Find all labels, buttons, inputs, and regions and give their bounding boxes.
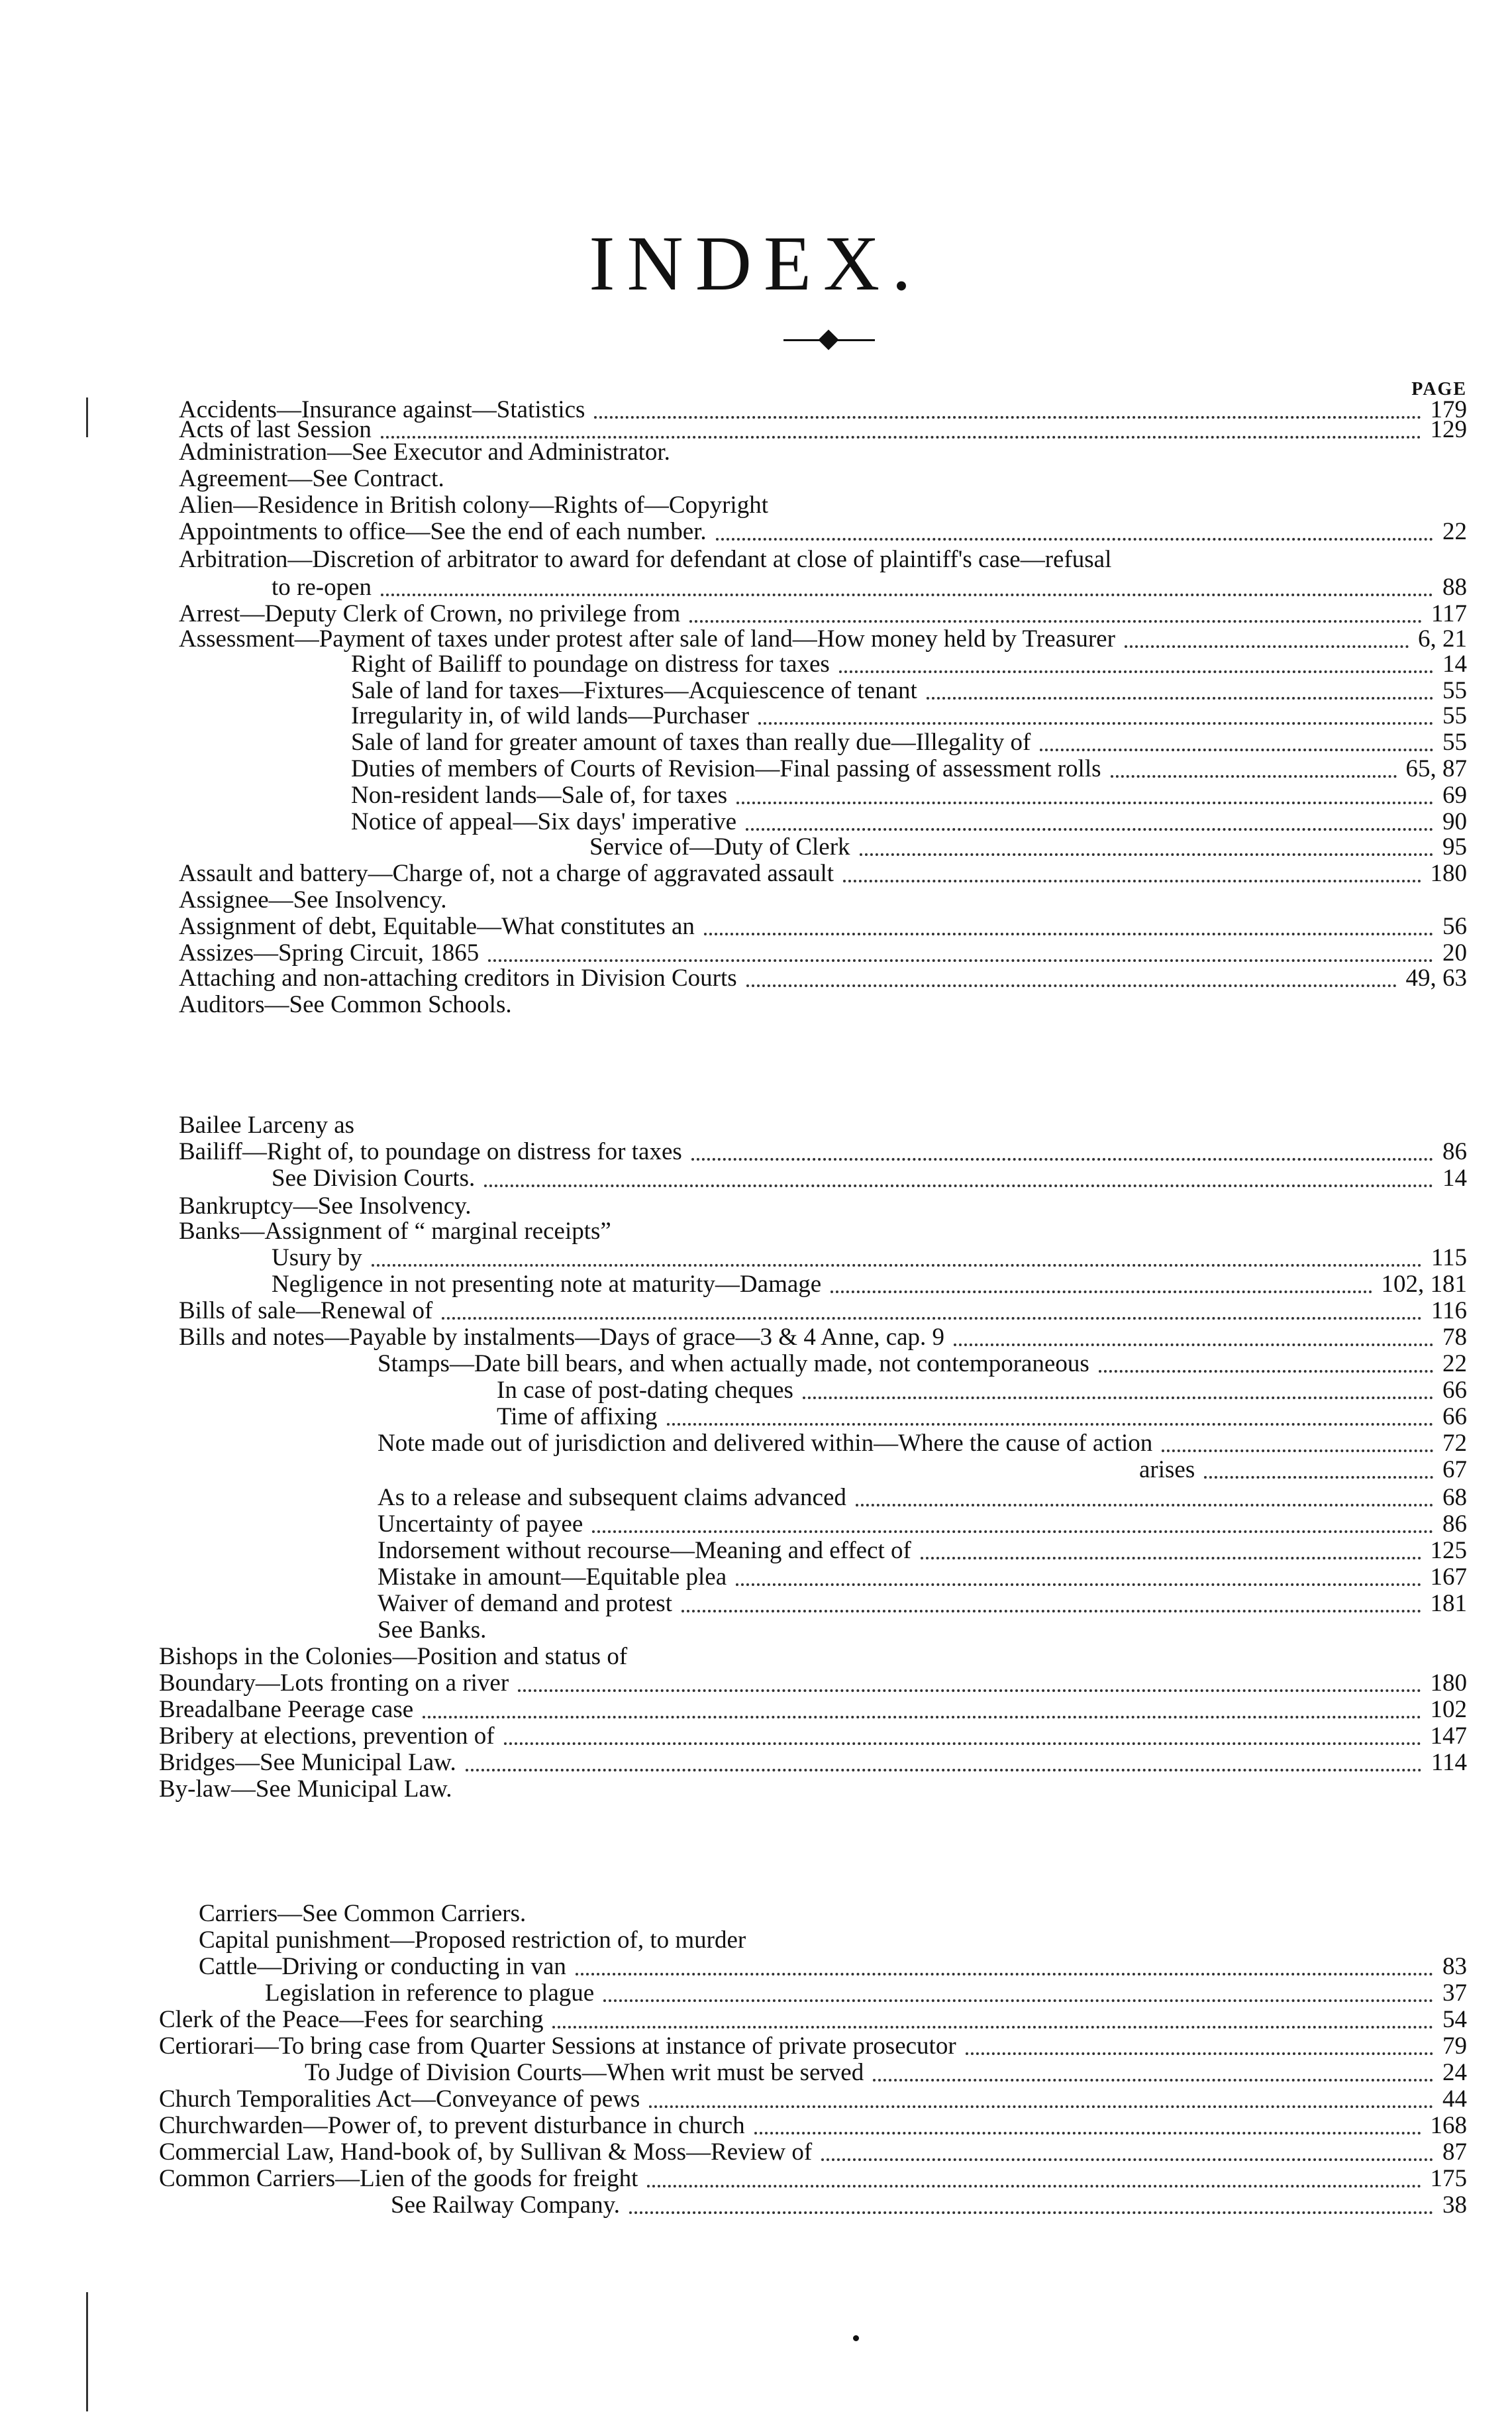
dot-leader (736, 802, 1433, 804)
index-entry-page: 86 (1442, 1138, 1467, 1165)
index-entry (0, 1774, 1512, 1805)
index-entry-text: Capital punishment—Proposed restriction of, to murder (199, 1926, 746, 1954)
index-entry-page: 49, 63 (1405, 965, 1467, 992)
index-entry-page: 14 (1442, 1165, 1467, 1192)
dot-leader (504, 1742, 1421, 1745)
index-entry-text: See Division Courts. (272, 1165, 476, 1192)
index-entry-page: 54 (1442, 2006, 1467, 2033)
index-entry-text: Assignment of debt, Equitable—What constitutes an (179, 913, 695, 940)
dot-leader (629, 2211, 1433, 2214)
index-entry-page: 22 (1442, 1350, 1467, 1377)
margin-mark (86, 2292, 88, 2411)
dot-leader (758, 722, 1433, 725)
index-entry-text: Usury by (272, 1244, 362, 1271)
dot-leader (860, 853, 1433, 856)
dot-leader (843, 880, 1421, 882)
dot-leader (736, 1583, 1421, 1586)
index-entry-page: 38 (1442, 2191, 1467, 2219)
index-entry-page: 147 (1430, 1722, 1467, 1750)
index-entry-page: 24 (1442, 2059, 1467, 2086)
index-entry-text: Sale of land for taxes—Fixtures—Acquiescence of tenant (351, 677, 917, 704)
index-entry-text: Bankruptcy—See Insolvency. (179, 1192, 472, 1220)
dot-leader (488, 959, 1433, 962)
index-entry-text: Accidents—Insurance against—Statistics (179, 396, 585, 423)
dot-leader (873, 2079, 1433, 2081)
dot-leader (704, 933, 1433, 935)
index-entry-text: Certiorari—To bring case from Quarter Sessions at instance of private prosecutor (159, 2032, 956, 2060)
index-entry-page: 72 (1442, 1430, 1467, 1457)
index-entry-page: 56 (1442, 913, 1467, 940)
index-entry-text: Sale of land for greater amount of taxes than really due—Illegality of (351, 729, 1031, 756)
dot-leader (966, 2052, 1433, 2055)
index-entry-text: Arrest—Deputy Clerk of Crown, no privilege from (179, 600, 681, 627)
dot-leader (927, 697, 1433, 700)
index-entry-page: 44 (1442, 2085, 1467, 2113)
index-entry-page: 66 (1442, 1403, 1467, 1430)
dot-leader (689, 620, 1422, 623)
dot-leader (716, 538, 1433, 541)
dot-leader (831, 1291, 1372, 1293)
index-entry-text: Time of affixing (497, 1403, 658, 1430)
dot-leader (466, 1769, 1422, 1771)
index-entry-text: Acts of last Session (179, 416, 372, 443)
index-entry-page: 181 (1430, 1590, 1467, 1617)
index-entry-page: 168 (1430, 2112, 1467, 2139)
index-entry-text: Boundary—Lots fronting on a river (159, 1669, 509, 1697)
index-entry-text: Assizes—Spring Circuit, 1865 (179, 939, 479, 967)
index-entry-page: 55 (1442, 677, 1467, 704)
index-entry-text: Service of—Duty of Clerk (589, 833, 850, 861)
index-entry-text: Administration—See Executor and Administrator. (179, 439, 670, 466)
index-entry-text: Banks—Assignment of “ marginal receipts” (179, 1218, 611, 1245)
index-entry-text: Assignee—See Insolvency. (179, 886, 447, 914)
dot-leader (691, 1158, 1433, 1161)
index-entry (0, 1455, 1512, 1485)
dot-leader (592, 1530, 1433, 1533)
index-entry-text: Assault and battery—Charge of, not a charge of aggravated assault (179, 860, 834, 887)
index-entry-page: 55 (1442, 702, 1467, 729)
index-entry-text: to re-open (272, 574, 372, 601)
index-entry-page: 69 (1442, 782, 1467, 809)
index-entry-text: Note made out of jurisdiction and delivered within—Where the cause of action (378, 1430, 1153, 1457)
index-entry-text: Uncertainty of payee (378, 1510, 583, 1538)
index-entry-page: 115 (1431, 1244, 1467, 1271)
dot-leader (603, 1999, 1433, 2002)
index-entry-text: Legislation in reference to plague (265, 1979, 595, 2007)
index-entry (0, 1163, 1512, 1194)
index-entry-page: 55 (1442, 729, 1467, 756)
index-entry-page: 180 (1430, 1669, 1467, 1697)
index-entry-text: See Railway Company. (391, 2191, 620, 2219)
index-entry-text: arises (1139, 1456, 1195, 1483)
index-entry-page: 90 (1442, 808, 1467, 835)
index-entry-text: Church Temporalities Act—Conveyance of pews (159, 2085, 640, 2113)
dot-leader (821, 2158, 1433, 2161)
index-entry-page: 102, 181 (1381, 1271, 1467, 1298)
dot-leader (803, 1396, 1433, 1399)
dot-leader (954, 1344, 1433, 1346)
index-entry-text: Notice of appeal—Six days' imperative (351, 808, 737, 835)
index-entry-text: Bills of sale—Renewal of (179, 1297, 433, 1324)
dot-leader (1162, 1449, 1433, 1452)
index-entry-text: Negligence in not presenting note at maturity—Damage (272, 1271, 822, 1298)
index-entry-text: Bribery at elections, prevention of (159, 1722, 495, 1750)
index-entry-page: 20 (1442, 939, 1467, 967)
index-entry-text: Waiver of demand and protest (378, 1590, 672, 1617)
index-entry-page: 66 (1442, 1377, 1467, 1404)
dot-leader (649, 2105, 1433, 2108)
dot-leader (754, 2132, 1421, 2134)
index-entry-text: As to a release and subsequent claims advanced (378, 1484, 846, 1511)
dot-leader (372, 1264, 1422, 1267)
dot-leader (1099, 1370, 1433, 1373)
index-entry-page: 114 (1431, 1749, 1467, 1776)
dot-leader (1125, 645, 1409, 648)
index-entry-text: Bishops in the Colonies—Position and status of (159, 1643, 628, 1670)
index-entry-text: Arbitration—Discretion of arbitrator to award for defendant at close of plaintiff's case—refusal (179, 546, 1112, 573)
title-rule-ornament (818, 329, 838, 350)
index-entry-text: Appointments to office—See the end of each number. (179, 518, 707, 545)
index-entry (0, 517, 1512, 547)
index-entry-page: 65, 87 (1405, 755, 1467, 782)
dot-leader (552, 2026, 1433, 2029)
page-title: INDEX. (589, 220, 923, 307)
dot-leader (681, 1610, 1421, 1612)
dot-leader (576, 1973, 1433, 1976)
dot-leader (381, 594, 1433, 596)
index-entry-text: Indorsement without recourse—Meaning and effect of (378, 1537, 911, 1564)
index-entry-page: 6, 21 (1418, 625, 1467, 653)
index-entry-text: Bailee Larceny as (179, 1112, 355, 1139)
index-entry-page: 86 (1442, 1510, 1467, 1538)
index-entry-text: Stamps—Date bill bears, and when actually made, not contemporaneous (378, 1350, 1089, 1377)
index-entry-text: Duties of members of Courts of Revision—Final passing of assessment rolls (351, 755, 1101, 782)
index-entry-page: 79 (1442, 2032, 1467, 2060)
index-entry-page: 179 (1430, 396, 1467, 423)
index-entry-text: Bills and notes—Payable by instalments—Days of grace—3 & 4 Anne, cap. 9 (179, 1324, 945, 1351)
index-entry-page: 180 (1430, 860, 1467, 887)
index-entry-page: 67 (1442, 1456, 1467, 1483)
index-entry-page: 116 (1431, 1297, 1467, 1324)
index-entry-text: By-law—See Municipal Law. (159, 1775, 452, 1803)
index-entry-page: 37 (1442, 1979, 1467, 2007)
index-entry-text: In case of post-dating cheques (497, 1377, 793, 1404)
index-entry-text: Bailiff—Right of, to poundage on distress for taxes (179, 1138, 682, 1165)
dot-leader (667, 1423, 1433, 1426)
index-entry-text: Churchwarden—Power of, to prevent disturbance in church (159, 2112, 745, 2139)
index-entry-page: 87 (1442, 2138, 1467, 2166)
index-entry-page: 22 (1442, 518, 1467, 545)
index-entry-text: Irregularity in, of wild lands—Purchaser (351, 702, 750, 729)
dot-leader (1111, 775, 1397, 778)
dot-leader (839, 670, 1433, 673)
index-entry-text: Assessment—Payment of taxes under protest after sale of land—How money held by Treasurer (179, 625, 1115, 653)
index-entry-text: To Judge of Division Courts—When writ must be served (305, 2059, 864, 2086)
index-entry-text: Carriers—See Common Carriers. (199, 1900, 527, 1927)
index-entry-page: 78 (1442, 1324, 1467, 1351)
index-entry-page: 117 (1431, 600, 1467, 627)
index-entry-text: Cattle—Driving or conducting in van (199, 1953, 566, 1980)
dot-leader (423, 1716, 1421, 1718)
dot-leader (1204, 1476, 1433, 1479)
dot-leader (746, 828, 1433, 831)
index-entry-page: 125 (1430, 1537, 1467, 1564)
index-entry-text: Mistake in amount—Equitable plea (378, 1563, 727, 1591)
index-entry-text: Alien—Residence in British colony—Rights of—Copyright (179, 492, 768, 519)
index-entry-text: Non-resident lands—Sale of, for taxes (351, 782, 728, 809)
index-entry-page: 95 (1442, 833, 1467, 861)
index-entry-text: Clerk of the Peace—Fees for searching (159, 2006, 544, 2033)
index-entry-page: 14 (1442, 651, 1467, 678)
index-entry-page: 167 (1430, 1563, 1467, 1591)
index-entry-text: Agreement—See Contract. (179, 465, 444, 492)
index-entry-text: Auditors—See Common Schools. (179, 991, 512, 1018)
index-entry (0, 990, 1512, 1020)
dot-leader (518, 1689, 1421, 1692)
index-entry-page: 68 (1442, 1484, 1467, 1511)
index-entry-text: Breadalbane Peerage case (159, 1696, 414, 1723)
dot-leader (442, 1317, 1422, 1320)
dot-leader (647, 2185, 1421, 2187)
index-entry (0, 2190, 1512, 2221)
index-entry-page: 83 (1442, 1953, 1467, 1980)
dot-leader (1040, 749, 1433, 751)
index-entry-text: Commercial Law, Hand-book of, by Sullivan & Moss—Review of (159, 2138, 813, 2166)
index-entry-text: Common Carriers—Lien of the goods for freight (159, 2165, 638, 2192)
index-entry (0, 545, 1512, 575)
index-entry-page: 175 (1430, 2165, 1467, 2192)
page-column-label: PAGE (1411, 379, 1467, 399)
index-entry-text: Right of Bailiff to poundage on distress for taxes (351, 651, 830, 678)
index-entry-text: Bridges—See Municipal Law. (159, 1749, 456, 1776)
index-entry-page: 129 (1430, 416, 1467, 443)
index-entry-text: See Banks. (378, 1616, 487, 1644)
page-ornament-dot (853, 2335, 859, 2341)
dot-leader (921, 1557, 1421, 1559)
dot-leader (746, 984, 1397, 987)
dot-leader (856, 1504, 1433, 1506)
index-entry-page: 88 (1442, 574, 1467, 601)
dot-leader (484, 1185, 1433, 1187)
index-entry-page: 102 (1430, 1696, 1467, 1723)
index-entry-text: Attaching and non-attaching creditors in Division Courts (179, 965, 737, 992)
